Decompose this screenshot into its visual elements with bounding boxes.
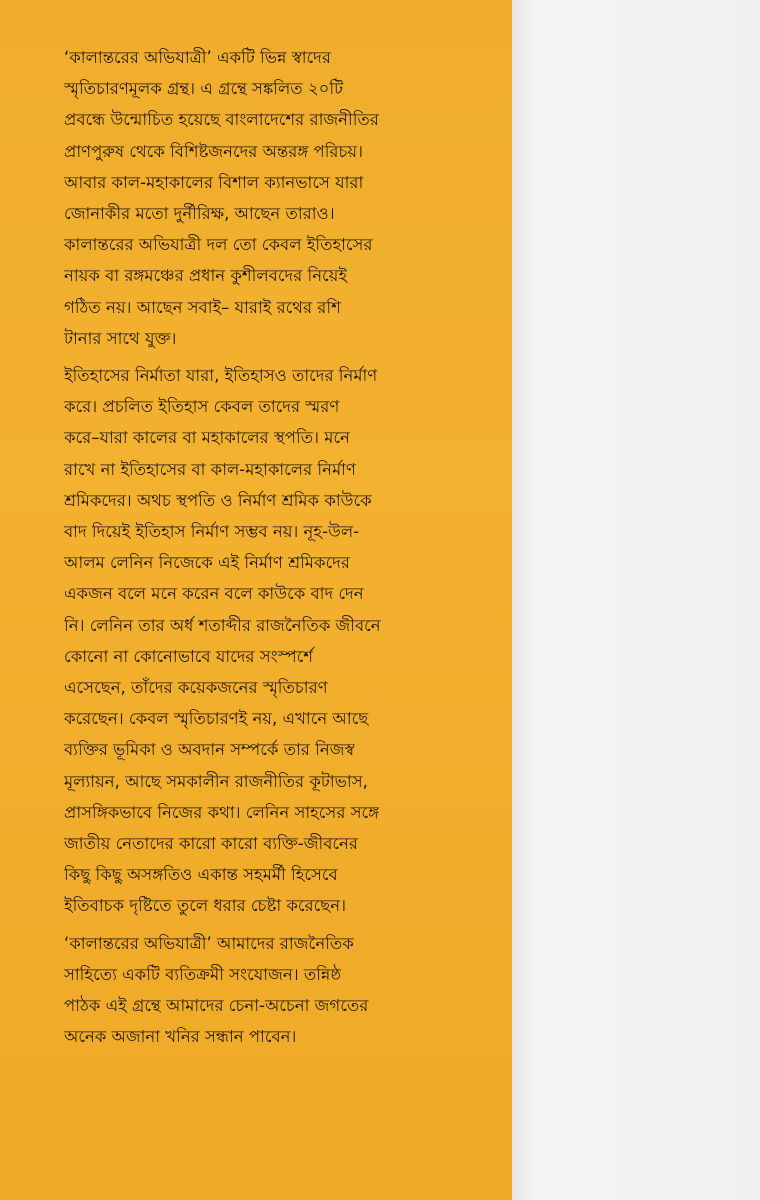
blurb-line: নি। লেনিন তার অর্ধ শতাব্দীর রাজনৈতিক জীবনে [64, 615, 381, 635]
blurb-paragraph [64, 928, 436, 1053]
blurb-line: ‘কালান্তরের অভিযাত্রী’ একটি ভিন্ন স্বাদের [64, 48, 331, 67]
blurb-line: মূল্যায়ন, আছে সমকালীন রাজনীতির কূটাভাস, [64, 771, 368, 791]
blurb-line: কোনো না কোনোভাবে যাদের সংস্পর্শে [64, 646, 314, 666]
blurb-line: স্মৃতিচারণমূলক গ্রন্থ। এ গ্রন্থে সঙ্কলিত ২০টি [64, 79, 344, 99]
blurb-paragraph [64, 42, 436, 354]
blurb-line: করে–যারা কালের বা মহাকালের স্থপতি। মনে [64, 428, 350, 448]
blurb-line: এসেছেন, তাঁদের কয়েকজনের স্মৃতিচারণ [64, 678, 328, 698]
blurb-line: করে। প্রচলিত ইতিহাস কেবল তাদের স্মরণ [64, 397, 340, 417]
blurb-line: ‘কালান্তরের অভিযাত্রী’ আমাদের রাজনৈতিক [64, 933, 354, 953]
cover-flap [512, 0, 760, 1200]
blurb-line: করেছেন। কেবল স্মৃতিচারণই নয়, এখানে আছে [64, 709, 369, 729]
blurb-line: টানার সাথে যুক্ত। [64, 328, 177, 348]
blurb-line: প্রাসঙ্গিকভাবে নিজের কথা। লেনিন সাহসের সঙ্গে [64, 802, 380, 822]
blurb-line: একজন বলে মনে করেন বলে কাউকে বাদ দেন [64, 584, 364, 604]
blurb-line: প্রাণপুরুষ থেকে বিশিষ্টজনদের অন্তরঙ্গ পরিচয়। [64, 141, 364, 161]
blurb-line: জোনাকীর মতো দুর্নীরিক্ষ, আছেন তারাও। [64, 204, 335, 224]
blurb-line: জাতীয় নেতাদের কারো কারো ব্যক্তি-জীবনের [64, 834, 358, 854]
blurb-line: কিছু কিছু অসঙ্গতিও একান্ত সহমর্মী হিসেবে [64, 865, 338, 885]
blurb-line: নায়ক বা রঙ্গমঞ্চের প্রধান কুশীলবদের নিয়েই [64, 266, 347, 286]
blurb-line: ব্যক্তির ভূমিকা ও অবদান সম্পর্কে তার নিজস্ব [64, 740, 355, 760]
blurb-line: কালান্তরের অভিযাত্রী দল তো কেবল ইতিহাসের [64, 235, 373, 255]
blurb-text [64, 42, 436, 1053]
blurb-line: আবার কাল-মহাকালের বিশাল ক্যানভাসে যারা [64, 172, 364, 192]
blurb-paragraph [64, 360, 436, 922]
blurb-line: শ্রমিকদের। অথচ স্থপতি ও নির্মাণ শ্রমিক কাউকে [64, 490, 372, 510]
blurb-line: পাঠক এই গ্রন্থে আমাদের চেনা-অচেনা জগতের [64, 996, 369, 1016]
blurb-line: রাখে না ইতিহাসের বা কাল-মহাকালের নির্মাণ [64, 459, 356, 479]
blurb-line: ইতিহাসের নির্মাতা যারা, ইতিহাসও তাদের নির্মাণ [64, 366, 378, 386]
blurb-line: অনেক অজানা খনির সন্ধান পাবেন। [64, 1027, 297, 1047]
blurb-line: আলম লেনিন নিজেকে এই নির্মাণ শ্রমিকদের [64, 553, 350, 573]
blurb-line: গঠিত নয়। আছেন সবাই– যারাই রথের রশি [64, 297, 341, 317]
blurb-line: বাদ দিয়েই ইতিহাস নির্মাণ সম্ভব নয়। নূহ-উল- [64, 522, 360, 542]
blurb-line: সাহিত্যে একটি ব্যতিক্রমী সংযোজন। তন্নিষ্ঠ [64, 964, 342, 984]
blurb-line: ইতিবাচক দৃষ্টিতে তুলে ধরার চেষ্টা করেছেন। [64, 896, 347, 916]
blurb-line: প্রবন্ধে উন্মোচিত হয়েছে বাংলাদেশের রাজনীতির [64, 110, 379, 130]
